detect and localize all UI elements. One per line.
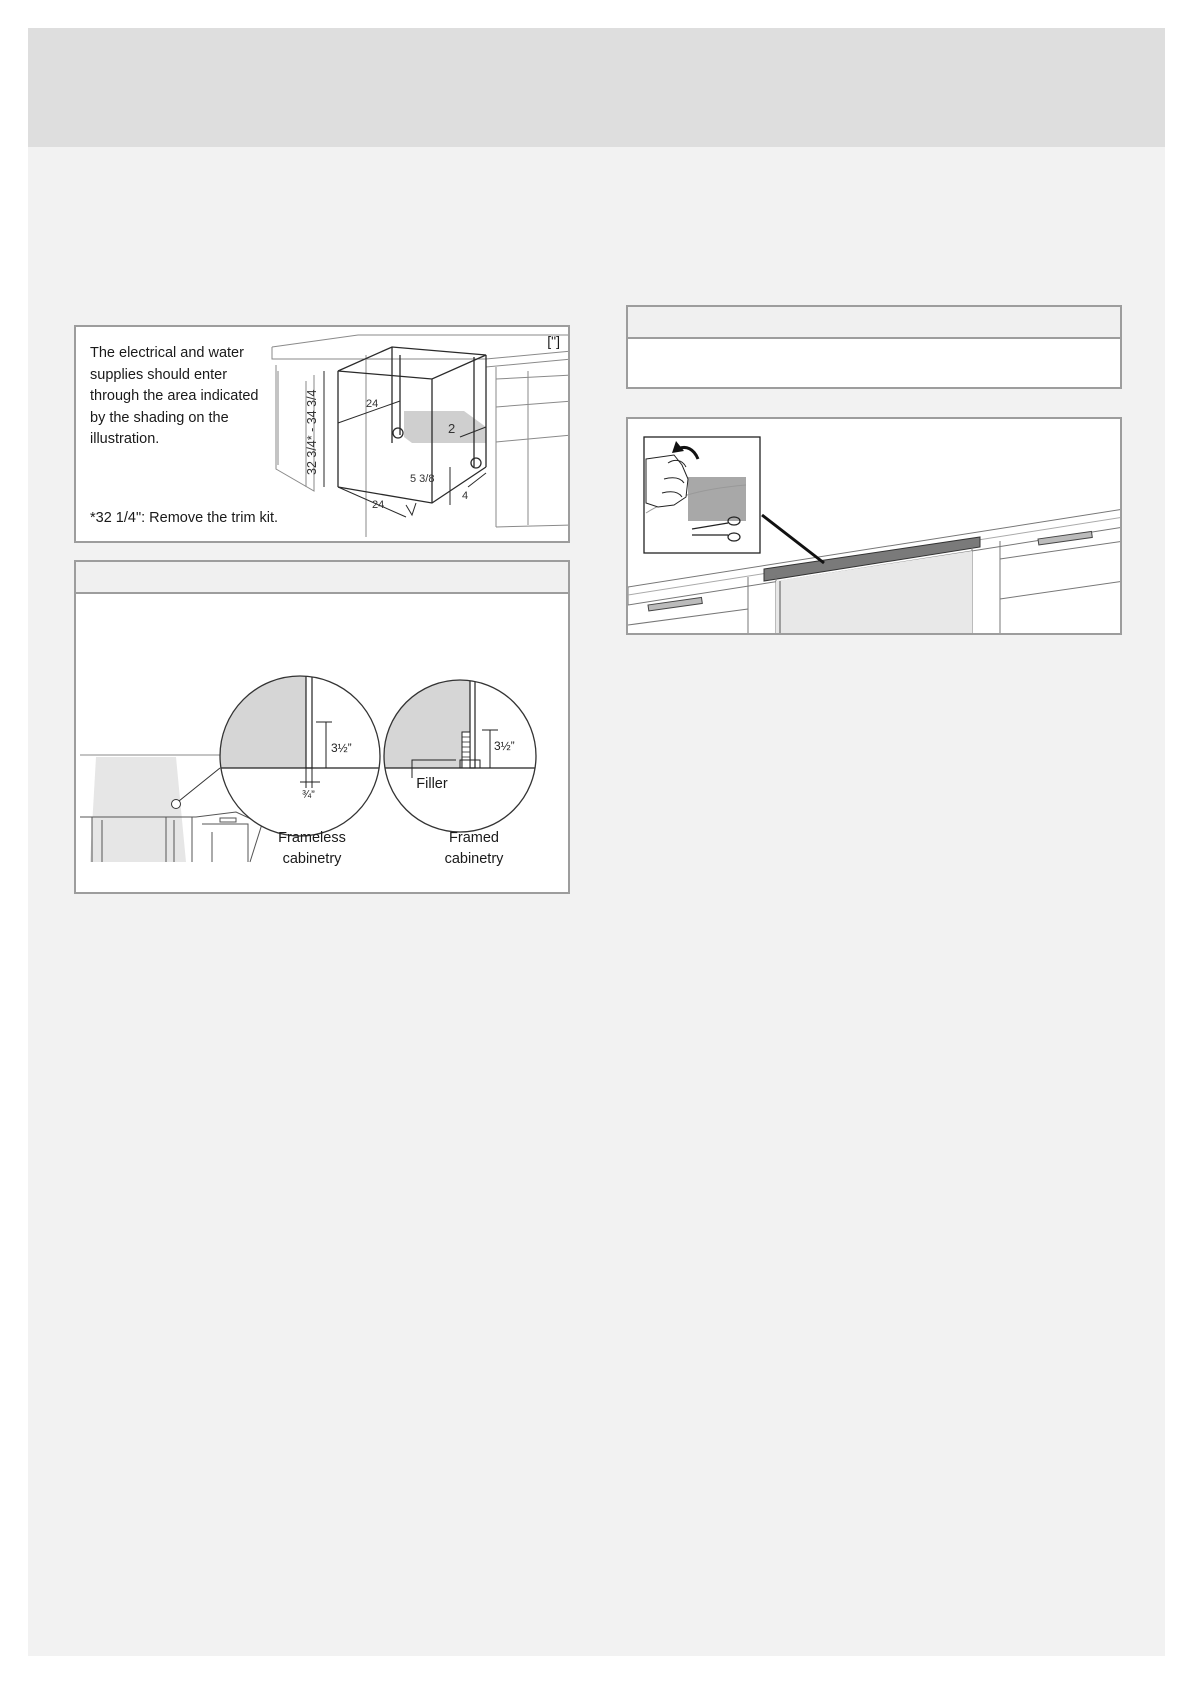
units-inches-label: ["] — [547, 333, 560, 349]
cabinetry-types-box — [74, 560, 570, 894]
framed-cabinetry-label: Framed cabinetry — [444, 830, 504, 867]
side-dim: 2 — [448, 421, 456, 436]
frameless-cabinetry-label: Frameless cabinetry — [278, 830, 346, 867]
trim-strip-illustration-box — [626, 417, 1122, 635]
countertop-strip-illustration — [628, 419, 1122, 635]
height-range-dim: 32 3/4* - 34 3/4 — [305, 389, 319, 475]
frameless-gap-dim: ¾” — [302, 789, 315, 801]
edge-dim: 4 — [462, 490, 469, 502]
supply-area-instructions: The electrical and water supplies should enter through the area indicated by the shading on the illustration. — [90, 345, 259, 447]
floor-offset-dim: 5 3/8 — [410, 473, 435, 485]
right-info-box — [626, 305, 1122, 389]
frameless-height-dim: 3½” — [331, 741, 352, 755]
framed-height-dim: 3½” — [494, 739, 515, 753]
depth-top-dim: 24 — [366, 398, 379, 410]
filler-label: Filler — [416, 776, 448, 792]
trim-kit-note: *32 1/4": Remove the trim kit. — [90, 510, 279, 526]
right-info-box-titlebar — [628, 307, 1120, 339]
manual-page — [28, 28, 1165, 1656]
depth-bottom-dim: 24 — [372, 499, 385, 511]
supply-area-diagram-box — [74, 325, 570, 543]
header-band — [28, 28, 1165, 147]
cabinet-opening-illustration — [76, 327, 570, 543]
